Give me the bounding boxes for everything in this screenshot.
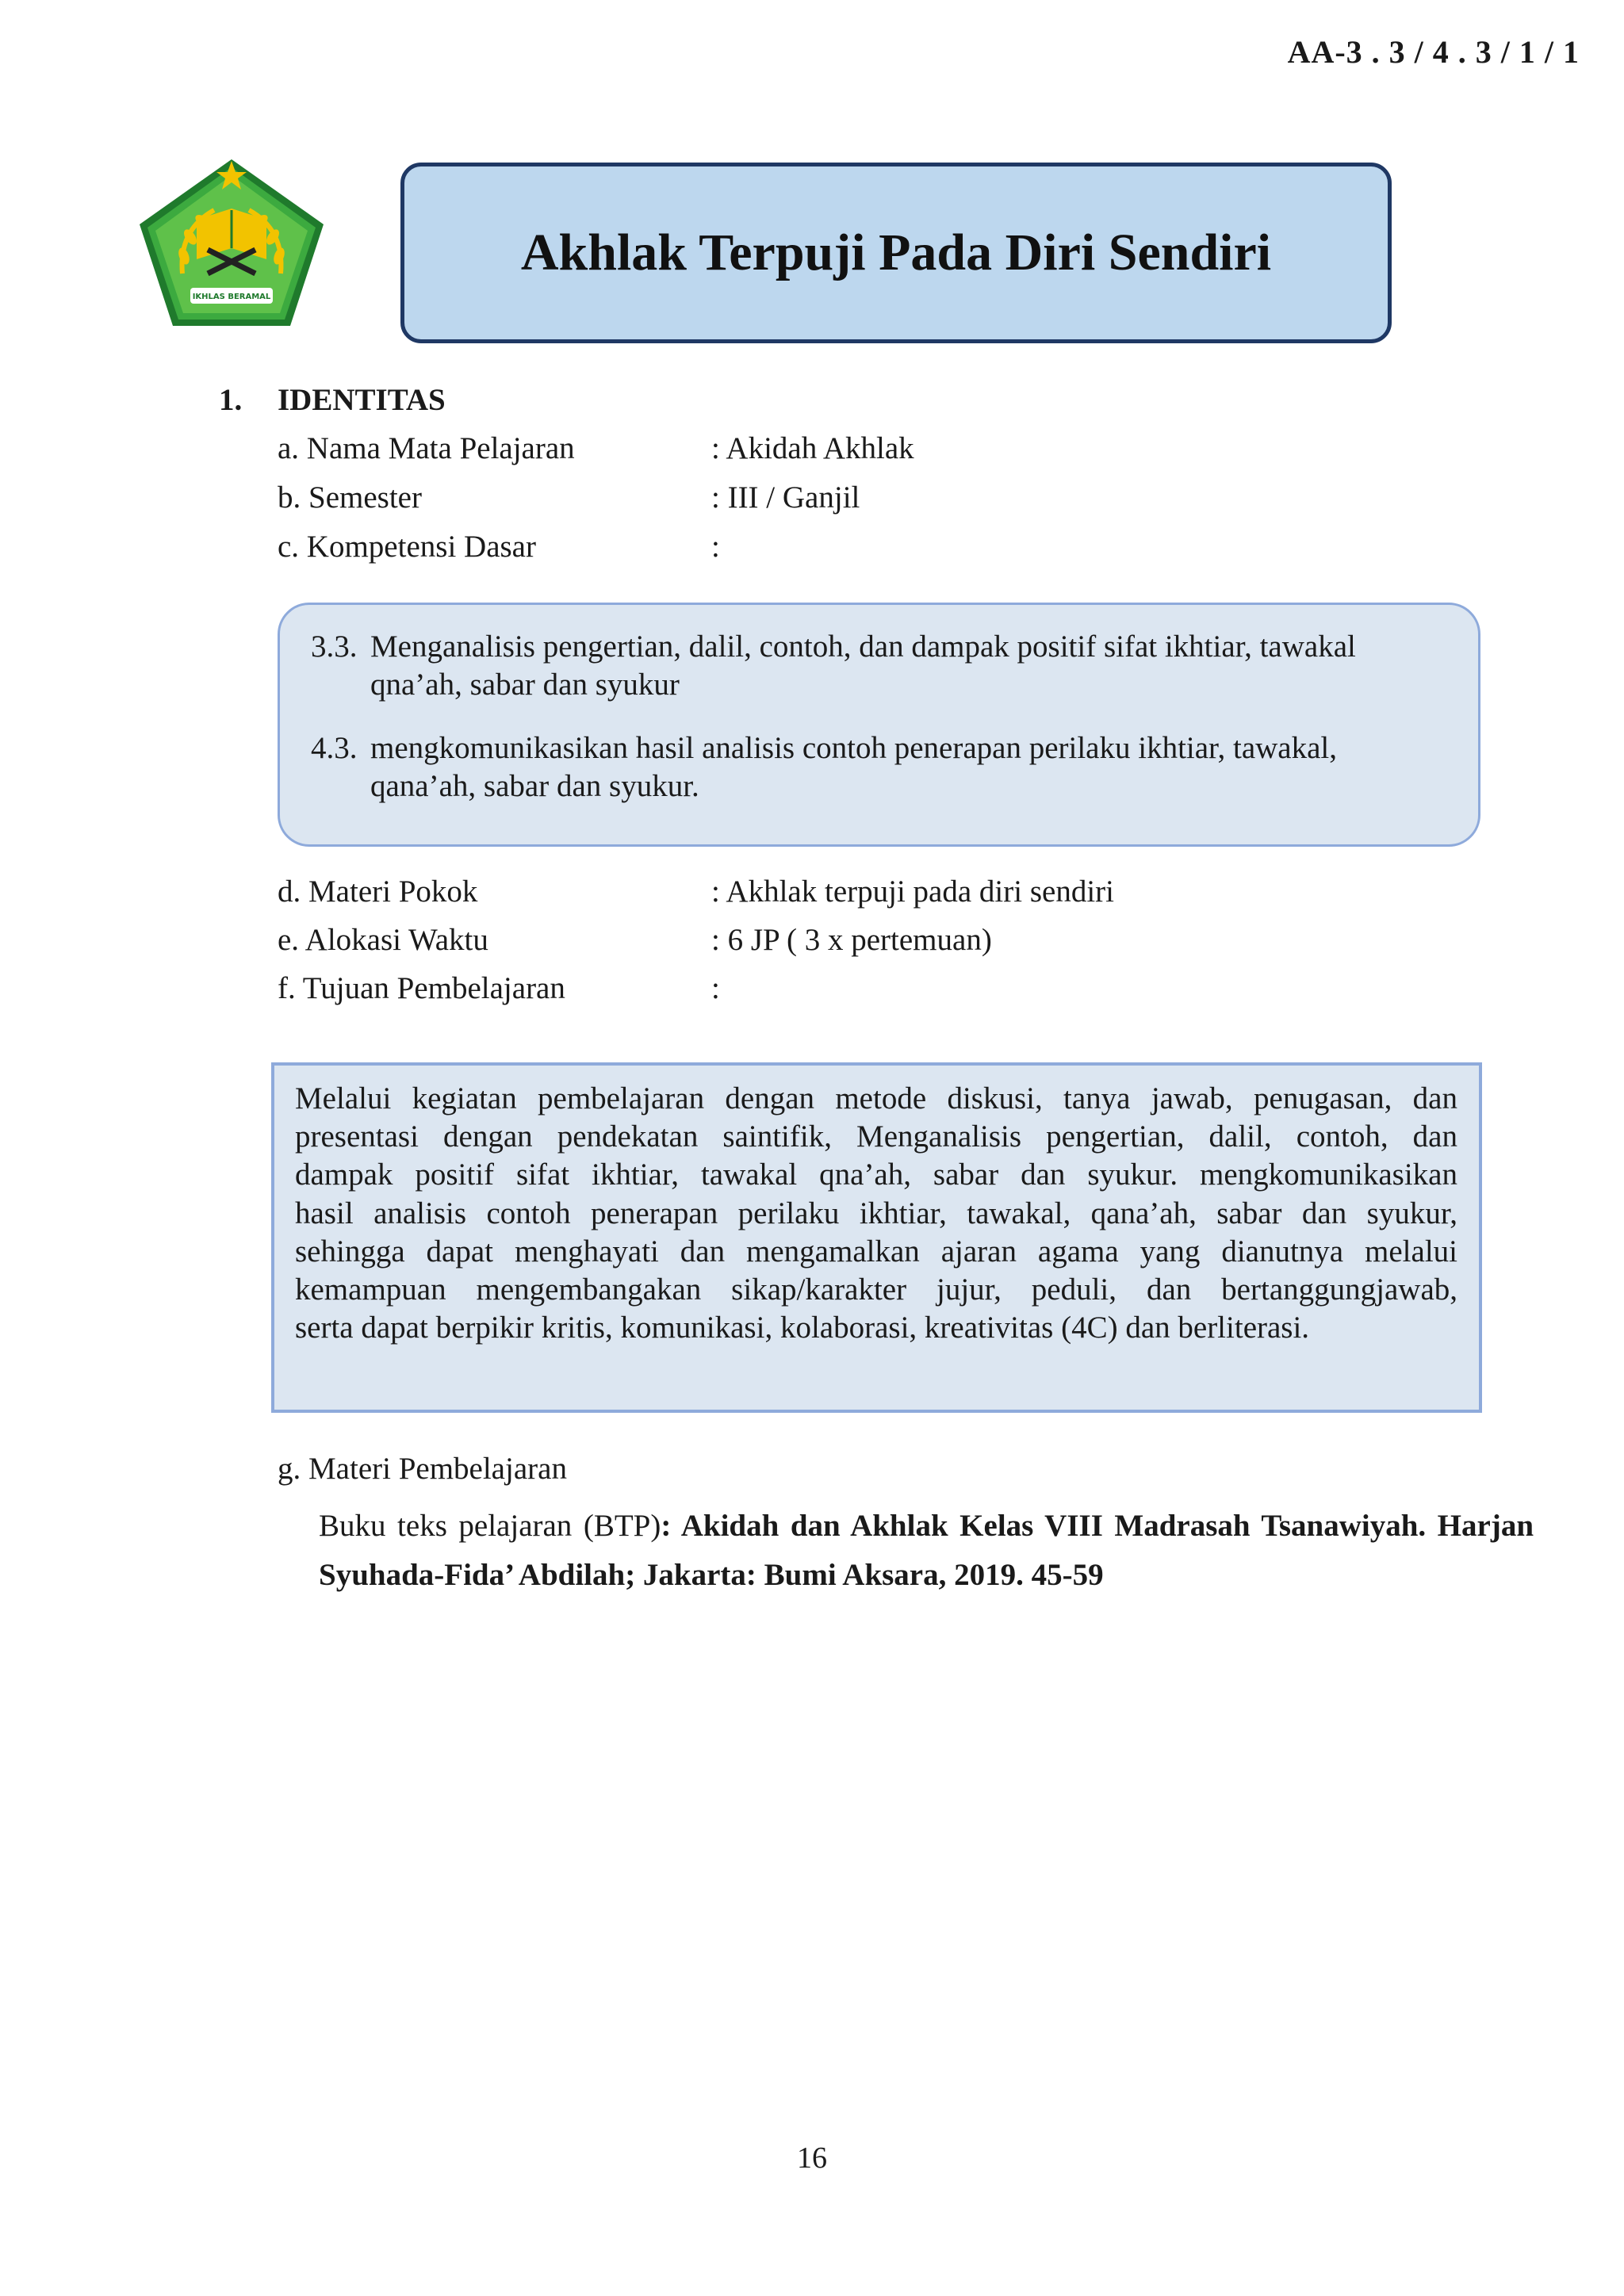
identity-label-tujuan: f. Tujuan Pembelajaran [278, 971, 565, 1005]
kd-number-3-3: 3.3. [311, 629, 358, 664]
section-heading: IDENTITAS [278, 383, 446, 417]
svg-text:IKHLAS BERAMAL: IKHLAS BERAMAL [192, 293, 271, 301]
kd-text-3-3-line1: Menganalisis pengertian, dalil, contoh, dan dampak positif sifat ikhtiar, tawakal [370, 629, 1356, 664]
materi-pembelajaran-label: g. Materi Pembelajaran [278, 1452, 567, 1486]
tujuan-line: hasil analisis contoh penerapan perilaku ikhtiar, tawakal, qana’ah, sabar dan syukur, [295, 1196, 1457, 1230]
materi-book-reference [319, 1502, 1534, 1600]
tujuan-line: kemampuan mengembangakan sikap/karakter jujur, peduli, dan bertanggungjawab, [295, 1272, 1457, 1307]
document-code: AA-3 . 3 / 4 . 3 / 1 / 1 [1287, 34, 1580, 70]
tujuan-line: presentasi dengan pendekatan saintifik, Menganalisis pengertian, dalil, contoh, dan [295, 1119, 1457, 1154]
identity-label-subject: a. Nama Mata Pelajaran [278, 431, 575, 465]
tujuan-line: Melalui kegiatan pembelajaran dengan metode diskusi, tanya jawab, penugasan, dan [295, 1081, 1457, 1115]
kemenag-logo-icon [135, 155, 329, 331]
identity-label-alokasi: e. Alokasi Waktu [278, 923, 488, 957]
identity-label-materi-pokok: d. Materi Pokok [278, 874, 478, 909]
kd-text-3-3-line2: qna’ah, sabar dan syukur [370, 668, 680, 702]
identity-label-semester: b. Semester [278, 480, 422, 515]
identity-value-tujuan: : [711, 971, 720, 1005]
identity-value-materi-pokok: : Akhlak terpuji pada diri sendiri [711, 874, 1114, 909]
page-number: 16 [797, 2141, 827, 2175]
tujuan-line: serta dapat berpikir kritis, komunikasi, kolaborasi, kreativitas (4C) dan berliterasi. [295, 1311, 1310, 1345]
identity-value-kd: : [711, 530, 720, 564]
book-title: : Akidah dan Akhlak Kelas VIII Madrasah Tsanawiyah. Harjan Syuhada-Fida’ Abdilah; Jakarta: Bumi Aksara, 2019. 45-59 [319, 1509, 1534, 1592]
tujuan-paragraph [295, 1080, 1457, 1347]
title-banner [400, 163, 1392, 343]
identity-value-subject: : Akidah Akhlak [711, 431, 914, 465]
kd-text-4-3-line2: qana’ah, sabar dan syukur. [370, 769, 699, 803]
page-title: Akhlak Terpuji Pada Diri Sendiri [520, 224, 1272, 281]
identity-value-semester: : III / Ganjil [711, 480, 860, 515]
book-prefix: Buku teks pelajaran (BTP) [319, 1509, 661, 1543]
identity-label-kd: c. Kompetensi Dasar [278, 530, 536, 564]
tujuan-line: dampak positif sifat ikhtiar, tawakal qna’ah, sabar dan syukur. mengkomunikasikan [295, 1158, 1457, 1192]
kd-text-4-3-line1: mengkomunikasikan hasil analisis contoh penerapan perilaku ikhtiar, tawakal, [370, 731, 1337, 765]
kd-number-4-3: 4.3. [311, 731, 358, 765]
tujuan-line: sehingga dapat menghayati dan mengamalkan ajaran agama yang dianutnya melalui [295, 1234, 1457, 1269]
section-number: 1. [219, 383, 243, 417]
identity-value-alokasi: : 6 JP ( 3 x pertemuan) [711, 923, 992, 957]
